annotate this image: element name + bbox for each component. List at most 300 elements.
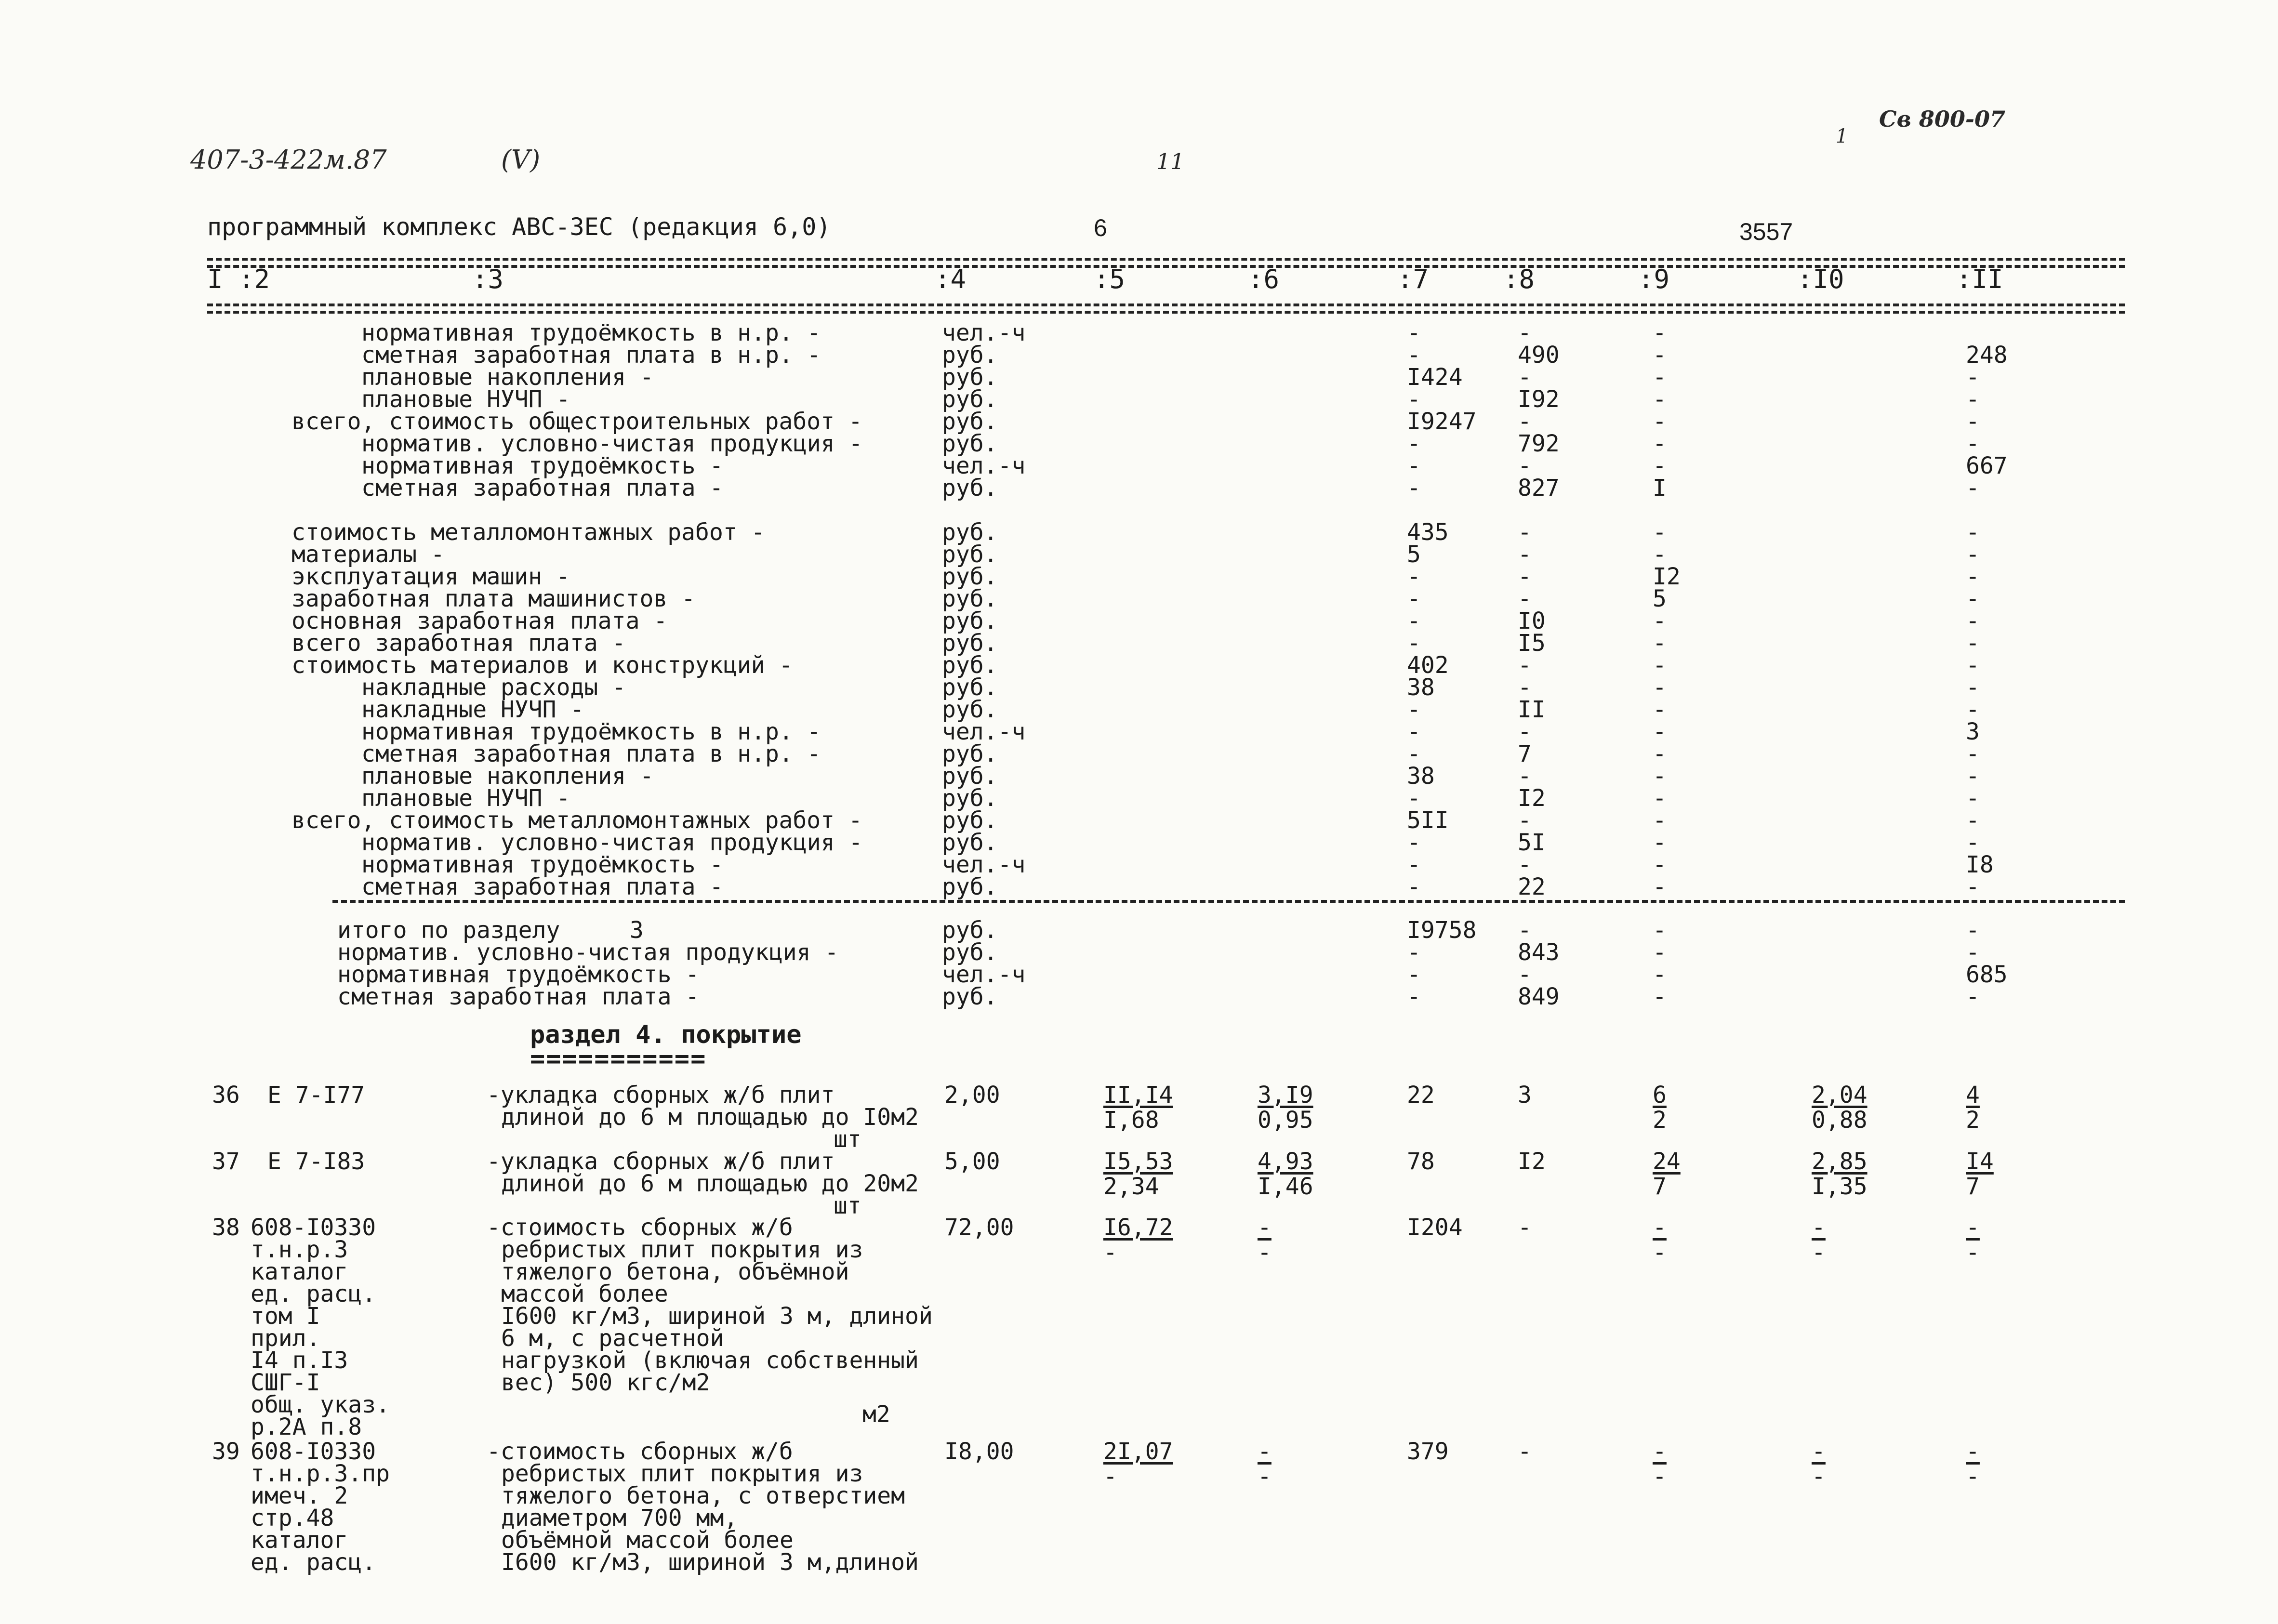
item-number: 39 [212,1438,240,1465]
line-col7: - [1407,630,1421,657]
line-col9: - [1653,652,1667,679]
line-label: сметная заработная плата - [361,475,724,502]
line-unit: руб. [942,652,998,679]
item-code: 608-I0330 [251,1438,376,1465]
item-desc-line [0,1349,2278,1372]
line-unit: руб. [942,607,998,634]
item-col5-bottom: 2,34 [1103,1173,1159,1200]
line-col7: I424 [1407,364,1463,391]
line-col7: - [1407,452,1421,479]
total-label: сметная заработная плата - [337,983,700,1010]
breakdown-line [0,851,2278,878]
item-code: ед. расц. [251,1549,376,1576]
item-number: 37 [212,1148,240,1175]
line-col9: - [1653,541,1667,568]
line-col11: - [1966,519,1980,546]
program-title: программный комплекс АВС-ЗЕС (редакция 6,0) [207,213,831,241]
item-description: I600 кг/м3, шириной 3 м,длиной [501,1549,919,1576]
rule-under-header-2 [207,311,2125,314]
item-desc-line [0,1325,2278,1352]
line-unit: руб. [942,541,998,568]
line-col9: - [1653,319,1667,346]
line-col7: - [1407,718,1421,745]
line-col8: - [1518,851,1532,878]
item-code: каталог [251,1527,348,1554]
item-col10-top: - [1812,1438,1826,1465]
item-col11-top: 4 [1966,1082,1980,1109]
item-desc-line [0,1258,2278,1285]
line-label: плановые накопления - [361,364,654,391]
line-label: сметная заработная плата в н.р. - [361,342,821,369]
total-col9: - [1653,961,1667,988]
line-label: нормативная трудоёмкость - [361,452,724,479]
line-col9: - [1653,630,1667,657]
line-col9: - [1653,519,1667,546]
breakdown-line [0,563,2278,590]
breakdown-line [0,652,2278,679]
item-col10-top: - [1812,1214,1826,1241]
item-col6-bottom: - [1258,1463,1271,1490]
item-description: массой более [501,1281,668,1307]
line-col7: - [1407,319,1421,346]
item-col6-bottom: - [1258,1239,1271,1266]
item-col10-top: 2,04 [1812,1082,1867,1109]
line-unit: руб. [942,342,998,369]
item-code: ед. расц. [251,1281,376,1307]
line-col11: - [1966,607,1980,634]
line-col9: - [1653,851,1667,878]
corner-number: 1 [1836,125,1848,147]
item-description: длиной до 6 м площадью до I0м2 [501,1104,919,1131]
item-col11-top: - [1966,1214,1980,1241]
line-label: стоимость металломонтажных работ - [291,519,765,546]
item-col6-top: 4,93 [1258,1148,1313,1175]
item-description: длиной до 6 м площадью до 20м2 [501,1170,919,1197]
item-unit: шт [834,1192,861,1219]
item-col11-bottom: 2 [1966,1107,1980,1134]
item-description: -стоимость сборных ж/б [487,1438,793,1465]
item-code: т.н.р.3.пр [251,1460,390,1487]
line-col8: - [1518,652,1532,679]
item-code: каталог [251,1258,348,1285]
item-qty: 2,00 [944,1082,1000,1109]
item-code: имеч. 2 [251,1482,348,1509]
item-col9-top: - [1653,1438,1667,1465]
item-col9-bottom: - [1653,1463,1667,1490]
line-col9: - [1653,807,1667,834]
line-col11: - [1966,696,1980,723]
line-label: основная заработная плата - [291,607,668,634]
line-col7: - [1407,740,1421,767]
item-col10-bottom: I,35 [1812,1173,1867,1200]
line-col9: - [1653,740,1667,767]
line-label: всего, стоимость металломонтажных работ - [291,807,862,834]
column-header: :5 [1094,264,1126,294]
line-col8: I5 [1518,630,1546,657]
line-unit: руб. [942,563,998,590]
item-unit: м2 [862,1401,890,1428]
column-header: :4 [935,264,967,294]
item-description: ребристых плит покрытия из [501,1236,863,1263]
line-col9: - [1653,607,1667,634]
breakdown-line [0,519,2278,546]
line-unit: руб. [942,807,998,834]
line-unit: руб. [942,585,998,612]
line-col11: - [1966,585,1980,612]
item-col5-top: I6,72 [1103,1214,1173,1241]
line-col11: - [1966,630,1980,657]
item-description: -стоимость сборных ж/б [487,1214,793,1241]
breakdown-line [0,740,2278,767]
column-header: I :2 [207,264,270,294]
line-col8: - [1518,364,1532,391]
line-col11: - [1966,674,1980,701]
total-label: нормативная трудоёмкость - [337,961,700,988]
breakdown-line [0,319,2278,346]
total-col7: I9758 [1407,917,1477,944]
line-col11: - [1966,475,1980,502]
line-col11: - [1966,430,1980,457]
total-line [0,983,2278,1010]
line-label: сметная заработная плата в н.р. - [361,740,821,767]
breakdown-line [0,607,2278,634]
total-line [0,941,2278,964]
item-unit-line [0,1126,2278,1153]
item-col5-bottom: I,68 [1103,1107,1159,1134]
line-col11: - [1966,541,1980,568]
line-col9: - [1653,785,1667,812]
line-label: плановые НУЧП - [361,785,570,812]
corner-code: Св 800-07 [1879,106,2005,132]
line-col8: 827 [1518,475,1560,502]
line-unit: руб. [942,430,998,457]
item-desc-line [0,1460,2278,1487]
column-header: :3 [472,264,504,294]
line-unit: руб. [942,785,998,812]
line-col9: - [1653,364,1667,391]
total-col7: - [1407,983,1421,1010]
item-qty: 72,00 [944,1214,1014,1241]
total-line [0,917,2278,944]
breakdown-line [0,452,2278,479]
item-desc-line [0,1104,2278,1131]
item-col9-bottom: - [1653,1239,1667,1266]
line-col9: I2 [1653,563,1681,590]
item-description: -укладка сборных ж/б плит [487,1082,835,1109]
item-col6-bottom: I,46 [1258,1173,1313,1200]
line-col7: 38 [1407,763,1435,790]
line-unit: чел.-ч [942,718,1026,745]
line-col9: - [1653,408,1667,435]
item-desc-line [0,1082,2278,1109]
line-col8: - [1518,563,1532,590]
line-col9: - [1653,873,1667,900]
total-unit: руб. [942,939,998,966]
column-header: :I0 [1797,264,1844,294]
line-col11: - [1966,807,1980,834]
item-code: т.н.р.3 [251,1236,348,1263]
line-unit: руб. [942,519,998,546]
line-col9: 5 [1653,585,1667,612]
line-col7: 38 [1407,674,1435,701]
line-col11: - [1966,563,1980,590]
breakdown-line [0,696,2278,723]
item-code: том I [251,1303,320,1330]
line-col7: I9247 [1407,408,1477,435]
line-label: нормативная трудоёмкость в н.р. - [361,718,821,745]
item-unit: шт [834,1126,861,1153]
item-desc-line [0,1440,2278,1463]
line-label: всего заработная плата - [291,630,626,657]
item-col9-top: - [1653,1214,1667,1241]
breakdown-line [0,829,2278,856]
line-unit: чел.-ч [942,319,1026,346]
line-unit: руб. [942,829,998,856]
total-label: итого по разделу 3 [337,917,644,944]
item-col10-bottom: - [1812,1239,1826,1266]
line-col11: - [1966,873,1980,900]
breakdown-line [0,430,2278,457]
item-qty: 5,00 [944,1148,1000,1175]
line-col11: - [1966,740,1980,767]
line-col11: - [1966,785,1980,812]
line-col9: - [1653,829,1667,856]
line-col8: 792 [1518,430,1560,457]
line-col11: 667 [1966,452,2008,479]
doc-code: 407-3-422м.87 [190,145,387,175]
line-col7: - [1407,829,1421,856]
line-col11: - [1966,364,1980,391]
line-col11: - [1966,386,1980,413]
line-col8: I92 [1518,386,1560,413]
line-label: накладные НУЧП - [361,696,584,723]
breakdown-line [0,410,2278,433]
item-col7: 379 [1407,1438,1449,1465]
item-description: I600 кг/м3, шириной 3 м, длиной [501,1303,933,1330]
line-col7: - [1407,386,1421,413]
line-label: стоимость материалов и конструкций - [291,652,793,679]
breakdown-line [0,718,2278,745]
line-col8: 490 [1518,342,1560,369]
total-col7: - [1407,961,1421,988]
item-desc-line [0,1170,2278,1197]
line-col9: - [1653,763,1667,790]
line-col8: II [1518,696,1546,723]
item-desc-line [0,1369,2278,1396]
line-col8: - [1518,319,1532,346]
page-number: 6 [1094,214,1107,241]
item-desc-line [0,1549,2278,1576]
line-col11: I8 [1966,851,1994,878]
breakdown-line [0,386,2278,413]
item-number: 36 [212,1082,240,1109]
item-desc-line [0,1150,2278,1173]
item-col11-bottom: - [1966,1463,1980,1490]
total-col8: 843 [1518,939,1560,966]
line-col9: - [1653,452,1667,479]
item-col7: 22 [1407,1082,1435,1109]
total-col11: - [1966,939,1980,966]
item-unit-line [0,1403,2278,1426]
total-col9: - [1653,983,1667,1010]
line-col7: 402 [1407,652,1449,679]
item-code: Е 7-I83 [267,1148,365,1175]
column-header: :II [1956,264,2003,294]
line-col7: - [1407,430,1421,457]
item-description: вес) 500 кгс/м2 [501,1369,710,1396]
item-code: р.2А п.8 [251,1413,362,1440]
line-unit: руб. [942,364,998,391]
breakdown-line [0,475,2278,502]
line-col7: - [1407,851,1421,878]
item-col8: - [1518,1438,1532,1465]
line-label: нормативная трудоёмкость в н.р. - [361,319,821,346]
line-unit: руб. [942,475,998,502]
item-code: прил. [251,1325,320,1352]
total-col8: - [1518,961,1532,988]
line-label: материалы - [291,541,445,568]
line-col8: - [1518,408,1532,435]
total-col11: - [1966,983,1980,1010]
line-col9: - [1653,386,1667,413]
total-line [0,961,2278,988]
item-col10-bottom: - [1812,1463,1826,1490]
line-col8: - [1518,807,1532,834]
line-col8: - [1518,718,1532,745]
line-label: нормативная трудоёмкость - [361,851,724,878]
line-col7: - [1407,607,1421,634]
line-col8: I0 [1518,607,1546,634]
line-col9: - [1653,674,1667,701]
line-col11: - [1966,763,1980,790]
item-code: СШГ-I [251,1369,320,1396]
item-col6-top: 3,I9 [1258,1082,1313,1109]
breakdown-line [0,342,2278,369]
line-col7: 5II [1407,807,1449,834]
item-code: общ. указ. [251,1391,390,1418]
item-col11-bottom: 7 [1966,1173,1980,1200]
item-col9-bottom: 7 [1653,1173,1667,1200]
item-desc-line [0,1303,2278,1330]
line-col7: - [1407,696,1421,723]
item-number: 38 [212,1214,240,1241]
item-col5-bottom: - [1103,1463,1117,1490]
line-unit: руб. [942,386,998,413]
item-col6-top: - [1258,1438,1271,1465]
line-label: норматив. условно-чистая продукция - [361,829,863,856]
breakdown-line [0,809,2278,832]
line-label: накладные расходы - [361,674,626,701]
line-col7: - [1407,785,1421,812]
section-title: раздел 4. покрытие [530,1020,802,1049]
page-mark: 11 [1156,148,1185,174]
job-number: 3557 [1739,218,1793,245]
item-description: объёмной массой более [501,1527,794,1554]
line-col9: - [1653,342,1667,369]
line-unit: руб. [942,740,998,767]
breakdown-line [0,543,2278,566]
total-unit: руб. [942,917,998,944]
item-col8: 3 [1518,1082,1532,1109]
item-description: тяжелого бетона, с отверстием [501,1482,905,1509]
line-unit: чел.-ч [942,851,1026,878]
item-col7: I204 [1407,1214,1463,1241]
total-col9: - [1653,917,1667,944]
item-desc-line [0,1482,2278,1509]
item-desc-line [0,1283,2278,1305]
line-col8: - [1518,452,1532,479]
total-unit: чел.-ч [942,961,1026,988]
line-col8: 7 [1518,740,1532,767]
line-unit: руб. [942,630,998,657]
breakdown-line [0,676,2278,699]
total-col11: - [1966,917,1980,944]
item-col11-bottom: - [1966,1239,1980,1266]
item-col10-bottom: 0,88 [1812,1107,1867,1134]
line-col7: - [1407,342,1421,369]
item-desc-line [0,1236,2278,1263]
line-col7: 5 [1407,541,1421,568]
breakdown-line [0,630,2278,657]
line-col11: 3 [1966,718,1980,745]
item-col7: 78 [1407,1148,1435,1175]
item-col6-bottom: 0,95 [1258,1107,1313,1134]
line-unit: чел.-ч [942,452,1026,479]
item-col5-top: II,I4 [1103,1082,1173,1109]
item-col6-top: - [1258,1214,1271,1241]
line-col9: - [1653,696,1667,723]
line-col11: 248 [1966,342,2008,369]
item-col5-top: I5,53 [1103,1148,1173,1175]
total-col8: - [1518,917,1532,944]
rule-under-header [207,304,2125,306]
item-description: ребристых плит покрытия из [501,1460,863,1487]
breakdown-line [0,364,2278,391]
column-header: :6 [1248,264,1280,294]
item-col11-top: - [1966,1438,1980,1465]
line-col7: - [1407,873,1421,900]
line-col8: I2 [1518,785,1546,812]
total-col8: 849 [1518,983,1560,1010]
item-col11-top: I4 [1966,1148,1994,1175]
item-description: тяжелого бетона, объёмной [501,1258,849,1285]
item-description: диаметром 700 мм, [501,1505,738,1532]
breakdown-line [0,585,2278,612]
line-col8: - [1518,541,1532,568]
line-col11: - [1966,829,1980,856]
item-desc-line [0,1216,2278,1239]
line-col9: - [1653,430,1667,457]
item-desc-line [0,1505,2278,1532]
line-label: эксплуатация машин - [291,563,570,590]
line-col8: - [1518,763,1532,790]
item-qty: I8,00 [944,1438,1014,1465]
line-label: всего, стоимость общестроительных работ - [291,408,862,435]
line-unit: руб. [942,873,998,900]
item-code: Е 7-I77 [267,1082,365,1109]
item-description: 6 м, с расчетной [501,1325,724,1352]
item-col9-bottom: 2 [1653,1107,1667,1134]
total-col9: - [1653,939,1667,966]
rule-section-total [332,900,2125,903]
item-description: нагрузкой (включая собственный [501,1347,919,1374]
section-title-underline: =========== [530,1044,707,1073]
line-col7: - [1407,563,1421,590]
line-col11: - [1966,408,1980,435]
line-label: норматив. условно-чистая продукция - [361,430,863,457]
line-label: заработная плата машинистов - [291,585,696,612]
rule-top [207,258,2125,261]
